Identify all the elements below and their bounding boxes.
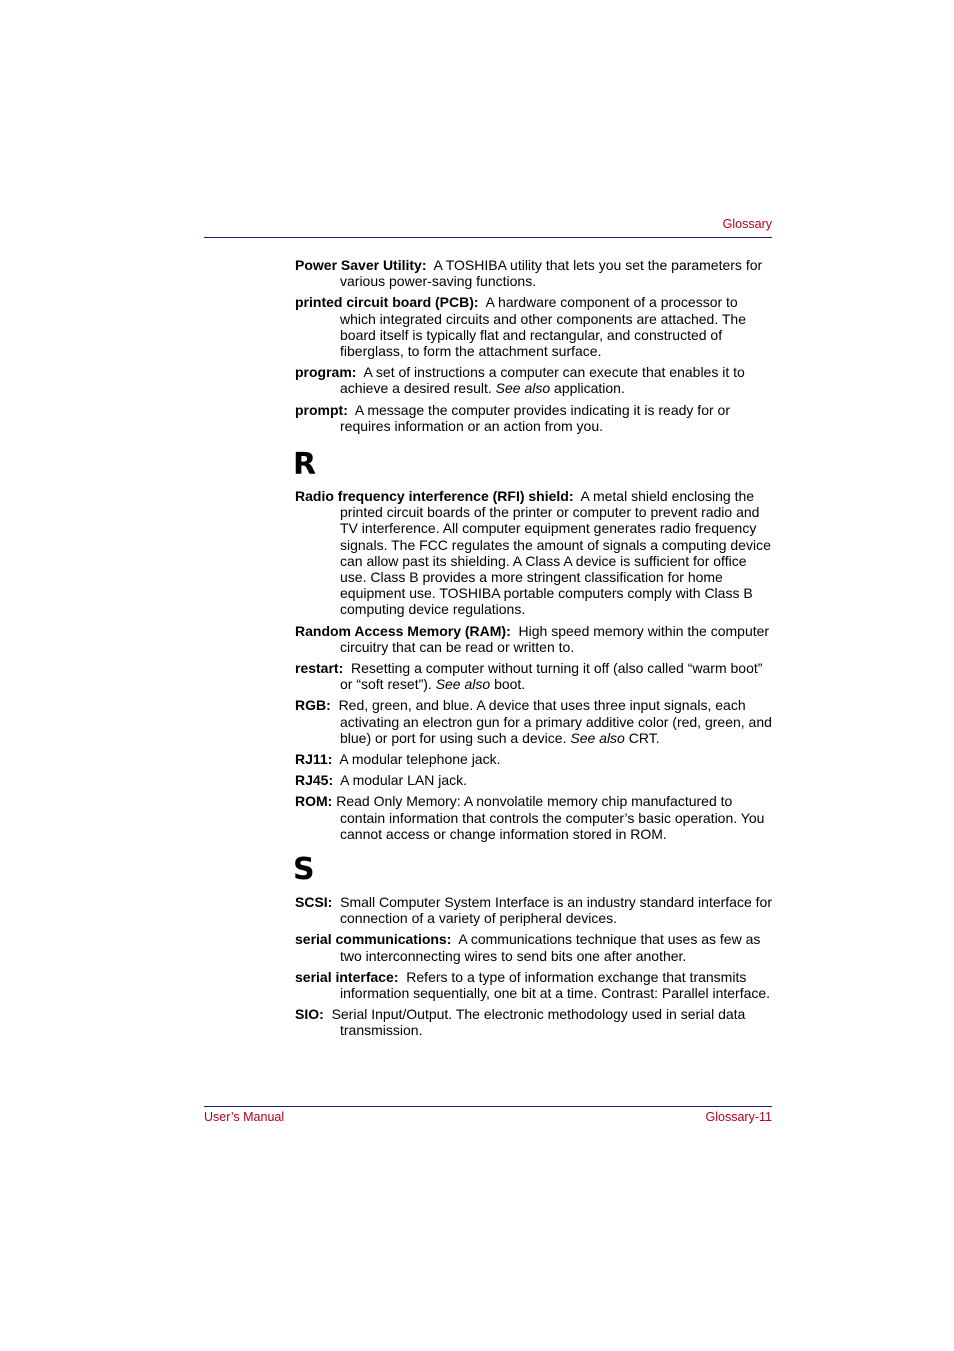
glossary-entry	[295, 364, 775, 396]
entry-definition: A TOSHIBA utility that lets you set the parameters for various power-saving functions.	[340, 257, 763, 290]
entry-term: ROM:	[295, 793, 333, 810]
glossary-group-r	[295, 488, 775, 847]
glossary-entry	[295, 623, 775, 655]
glossary-entry	[295, 793, 775, 842]
see-also-target: CRT.	[628, 729, 660, 746]
entry-term: RJ45:	[295, 772, 334, 789]
entry-definition: A metal shield enclosing the printed circuit boards of the printer or computer to prevent radio and TV interference. All computer equipment generates radio frequency signals. The FCC regulates the amount of signals a computing device can allow past its shielding. A Class A device is sufficient for office use. Class B provides a more stringent classification for home equipment use. TOSHIBA portable computers comply with Class B computing device regulations.	[340, 488, 771, 618]
see-also-label: See also	[495, 380, 551, 397]
entry-term: restart:	[295, 660, 344, 677]
glossary-group-p	[295, 257, 775, 439]
see-also-target: boot.	[494, 676, 526, 693]
entry-term: Power Saver Utility:	[295, 257, 427, 273]
glossary-entry	[295, 751, 775, 767]
header-rule	[204, 237, 772, 238]
entry-term: prompt:	[295, 401, 348, 418]
entry-definition: A message the computer provides indicating it is ready for or requires information or an action from you.	[340, 401, 730, 434]
footer-manual-title: User’s Manual	[204, 1110, 285, 1124]
glossary-group-s	[295, 894, 775, 1044]
glossary-entry	[295, 931, 775, 963]
entry-definition: Refers to a type of information exchange that transmits information sequentially, one bit at a time. Contrast: Parallel interface.	[340, 968, 771, 1002]
entry-term: RGB:	[295, 697, 331, 714]
entry-definition: A communications technique that uses as few as two interconnecting wires to send bits one after another.	[340, 931, 761, 964]
entry-term: Radio frequency interference (RFI) shield:	[295, 488, 574, 504]
entry-definition: High speed memory within the computer circuitry that can be read or written to.	[340, 622, 770, 655]
page-number: Glossary-11	[705, 1110, 772, 1124]
glossary-entry	[295, 294, 775, 359]
section-letter-r: R	[293, 447, 317, 482]
entry-term: Random Access Memory (RAM):	[295, 622, 511, 639]
see-also-target: application.	[554, 380, 625, 397]
glossary-entry	[295, 894, 775, 926]
entry-definition: Serial Input/Output. The electronic methodology used in serial data transmission.	[331, 1006, 746, 1039]
glossary-entry	[295, 257, 775, 289]
section-letter-s: S	[293, 852, 315, 887]
see-also-label: See also	[570, 729, 625, 746]
entry-term: serial communications:	[295, 931, 452, 948]
see-also-label: See also	[435, 676, 491, 693]
entry-definition: Small Computer System Interface is an industry standard interface for connection of a variety of peripheral devices.	[340, 894, 772, 927]
entry-definition: A set of instructions a computer can execute that enables it to achieve a desired result.	[340, 364, 745, 397]
entry-term: SIO:	[295, 1006, 324, 1023]
entry-definition: Read Only Memory: A nonvolatile memory chip manufactured to contain information that controls the computer’s basic operation. You cannot access or change information stored in ROM.	[336, 793, 765, 842]
glossary-entry	[295, 402, 775, 434]
entry-definition: Red, green, and blue. A device that uses three input signals, each activating an electron gun for a primary additive color (red, green, and blue) or port for using such a device.	[338, 697, 772, 746]
glossary-entry	[295, 1006, 775, 1038]
entry-term: RJ11:	[295, 751, 333, 768]
entry-term: printed circuit board (PCB):	[295, 294, 479, 311]
footer-rule	[204, 1106, 772, 1107]
glossary-entry	[295, 697, 775, 746]
entry-definition: A modular telephone jack.	[339, 751, 501, 768]
entry-definition: A hardware component of a processor to which integrated circuits and other components are attached. The board itself is typically flat and rectangular, and constructed of fiberglass, to form the attachment surface.	[340, 294, 746, 360]
entry-term: SCSI:	[295, 894, 333, 910]
running-header: Glossary	[722, 217, 772, 231]
glossary-entry	[295, 772, 775, 788]
entry-term: serial interface:	[295, 968, 399, 985]
glossary-entry	[295, 969, 775, 1001]
entry-term: program:	[295, 364, 357, 381]
glossary-entry	[295, 488, 775, 618]
entry-definition: A modular LAN jack.	[340, 772, 467, 789]
entry-definition: Resetting a computer without turning it off (also called “warm boot” or “soft reset”).	[340, 660, 763, 693]
glossary-entry	[295, 660, 775, 692]
